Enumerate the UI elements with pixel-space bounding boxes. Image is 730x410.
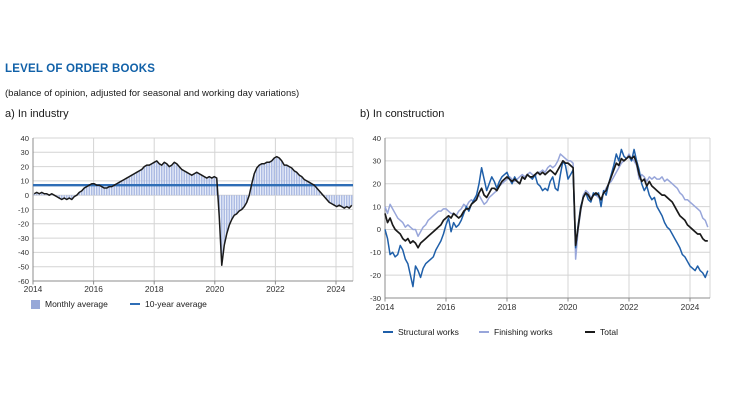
tick-label: 0 [376,225,381,235]
tick-label: 20 [372,179,381,189]
figure-title: LEVEL OF ORDER BOOKS [5,63,156,75]
tick-label: -30 [18,233,29,243]
tick-label: 2024 [326,284,346,294]
tick-label: 40 [20,133,29,143]
tick-label: 10 [372,202,381,212]
tick-label: -10 [370,248,381,258]
legend-monthly-average [31,299,108,309]
legend-monthly-average-label: Monthly average [45,299,108,309]
tick-label: 2018 [497,302,517,312]
legend-finishing-works [479,327,553,337]
legend-structural-works [383,327,459,337]
tick-label: 2014 [375,302,395,312]
tick-label: -10 [18,205,29,215]
tick-label: -60 [18,276,29,286]
tick-label: 0 [24,191,29,200]
tick-label: 2018 [144,284,164,294]
tick-label: 2016 [436,302,456,312]
tick-label: -40 [18,248,29,258]
panel-a-title: a) In industry [5,108,69,120]
total-swatch-icon [585,331,595,333]
construction-chart [360,128,730,326]
panel-b-title: b) In construction [360,108,445,120]
tick-label: 2020 [558,302,578,312]
industry-chart [0,128,360,306]
tick-label: 30 [372,156,381,166]
structural-works-swatch-icon [383,331,393,333]
tick-label: 2022 [266,284,285,294]
finishing-works-swatch-icon [479,331,489,333]
tick-label: 2014 [23,284,43,294]
tick-label: -20 [18,219,29,229]
legend-finishing-works-label: Finishing works [494,327,553,337]
monthly-average-contour [34,157,352,266]
tick-label: 2020 [205,284,225,294]
tick-label: 2016 [84,284,103,294]
tick-label: 20 [20,162,29,172]
tick-label: -30 [370,293,381,303]
tick-label: -50 [18,262,29,272]
legend-ten-year-average-label: 10-year average [145,299,207,309]
legend-total-label: Total [600,327,618,337]
monthly-average-swatch-icon [31,300,40,309]
legend-structural-works-label: Structural works [398,327,459,337]
tick-label: -20 [370,270,381,280]
tick-label: 2024 [680,302,700,312]
tick-label: 30 [20,148,29,158]
legend-ten-year-average [130,299,207,309]
monthly-average-area [33,157,353,266]
tick-label: 10 [20,176,29,186]
tick-label: 40 [372,133,381,143]
ten-year-average-swatch-icon [130,303,140,305]
figure-subtitle: (balance of opinion, adjusted for seasonal and working day variations) [5,88,300,99]
tick-label: 2022 [619,302,639,312]
legend-total [585,327,618,337]
